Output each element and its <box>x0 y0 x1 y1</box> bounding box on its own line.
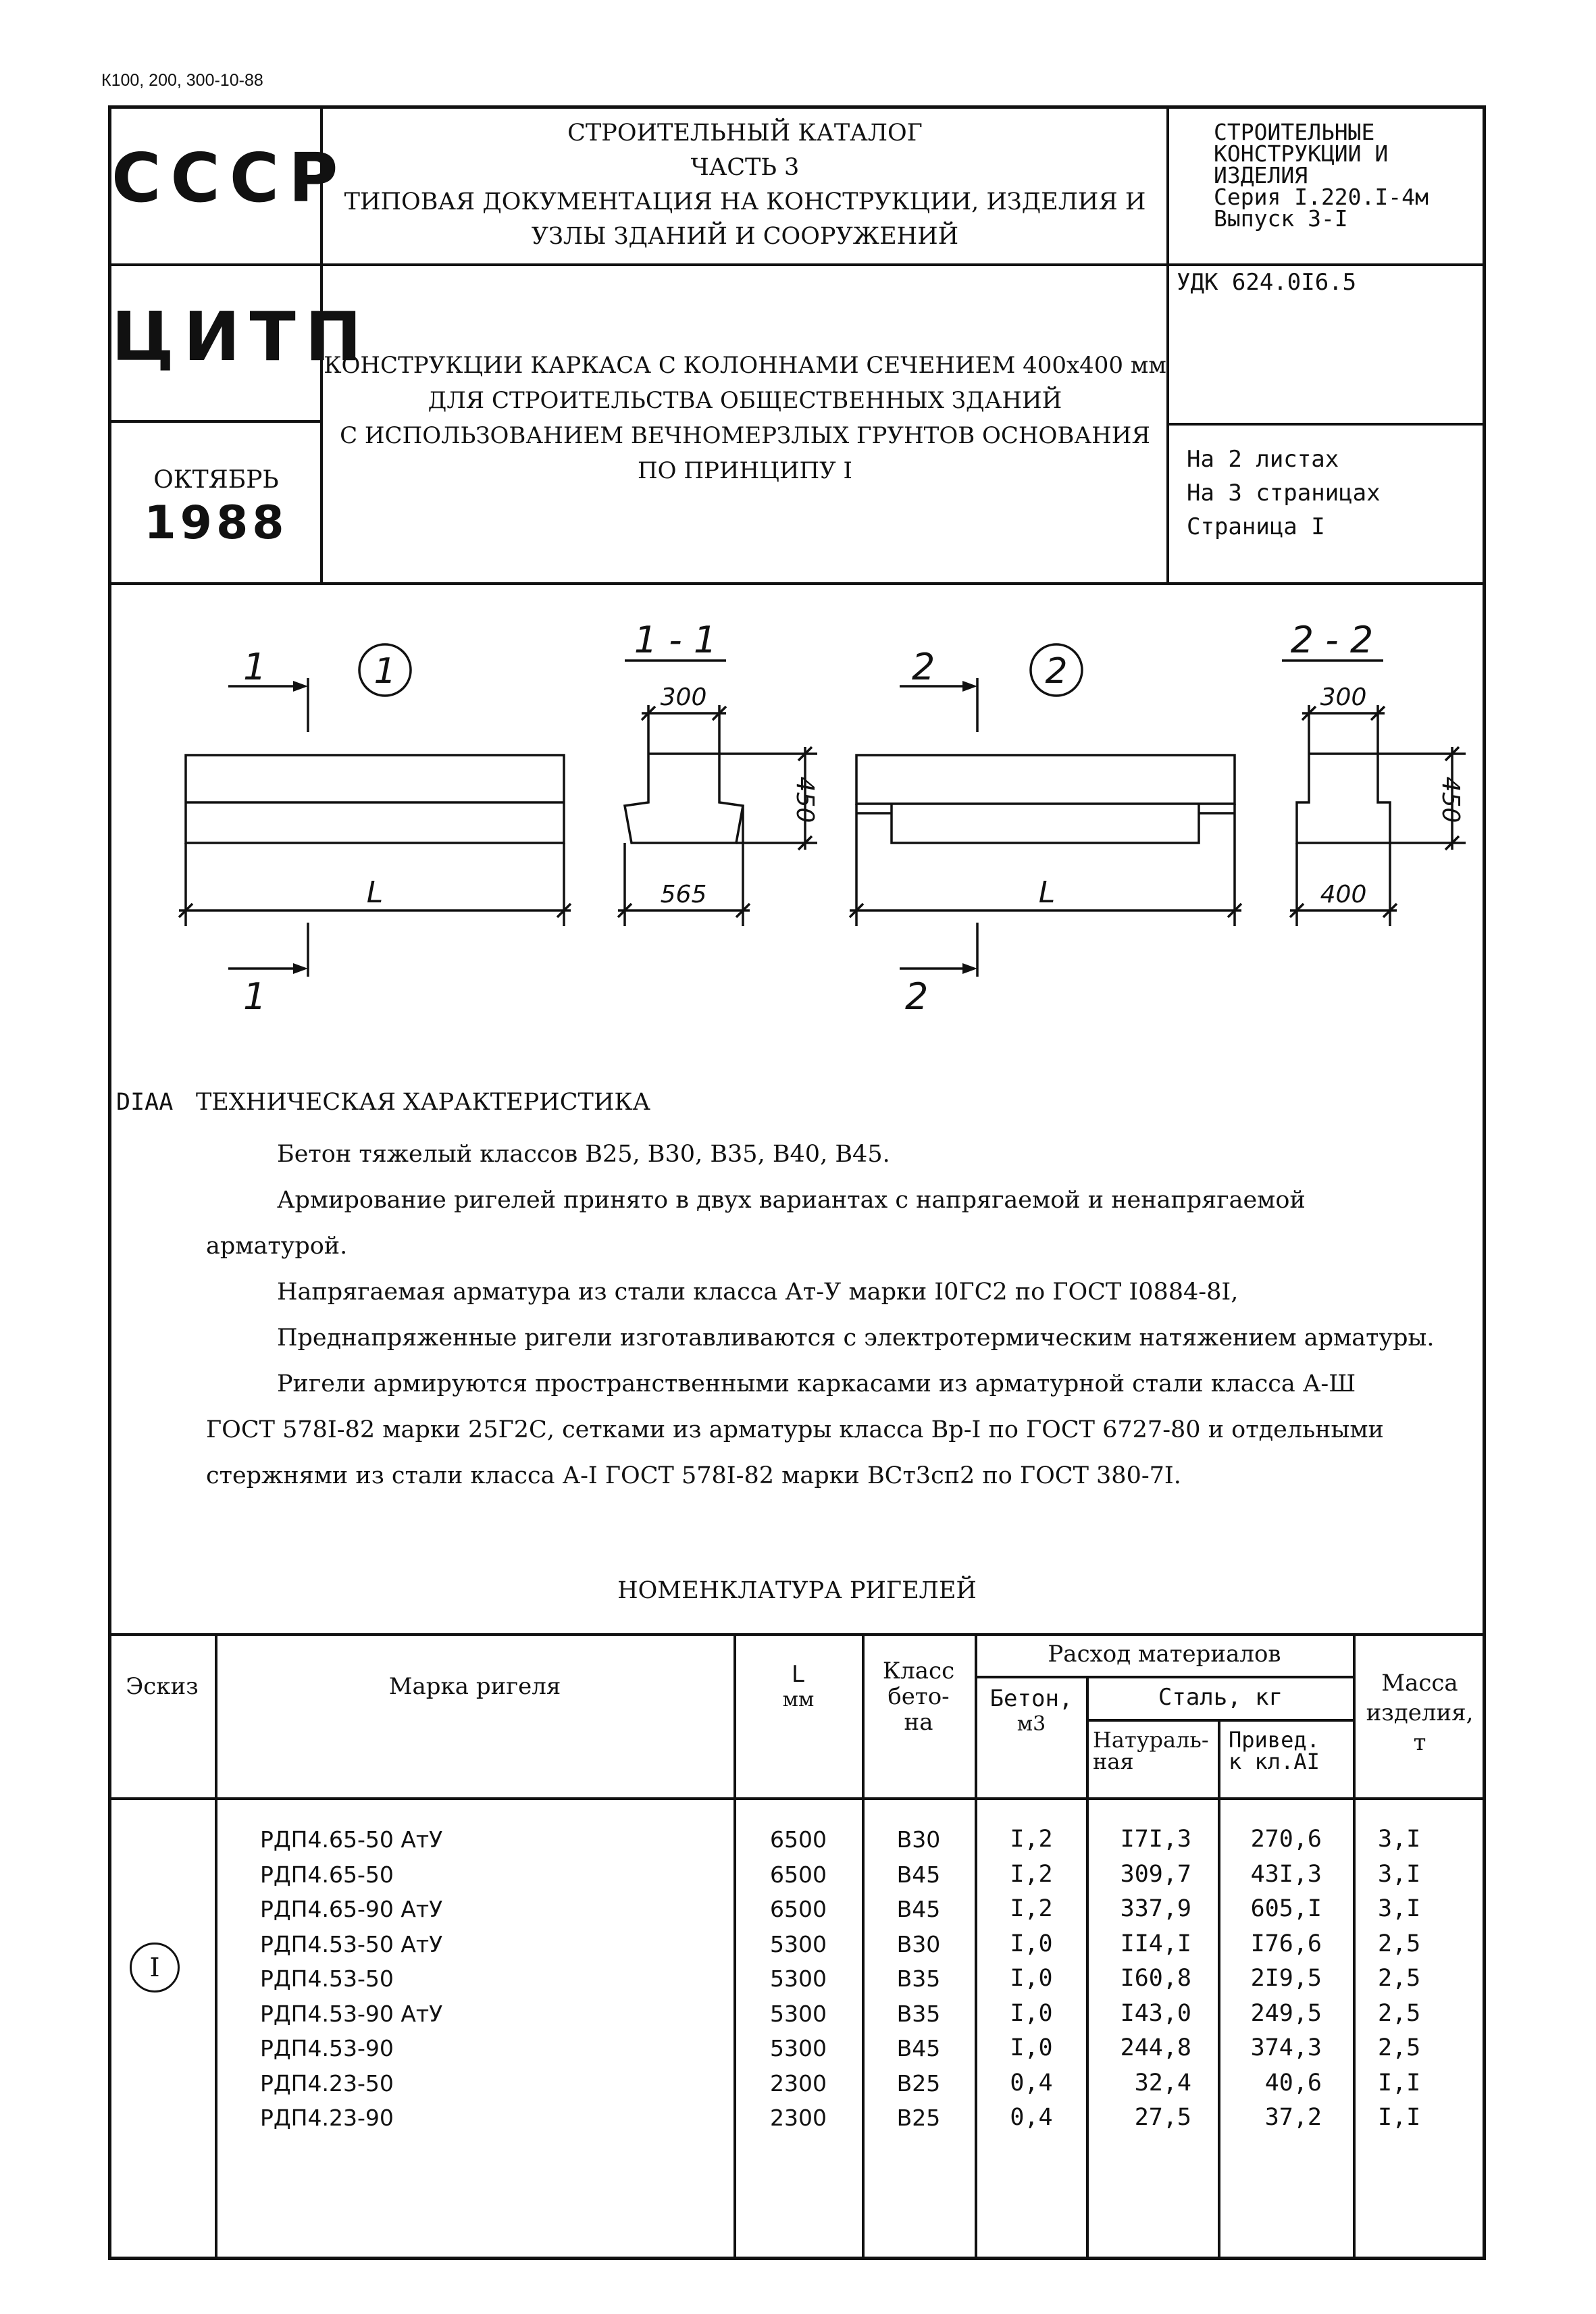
table-cell-mass: 2,5 <box>1378 2034 1421 2061</box>
column-mark <box>260 1822 442 2136</box>
header-natural <box>1089 1729 1221 1772</box>
cut-2-bottom-label: 2 <box>905 975 929 1018</box>
table-cell-L: 5300 <box>770 2000 827 2027</box>
tech-line: Преднапряженные ригели изготавливаются с электротермическим натяжением арматуры. <box>277 1325 1435 1352</box>
section-1-top-width: 300 <box>660 684 707 711</box>
arrow-head <box>293 681 308 692</box>
section-1-height: 450 <box>791 776 819 823</box>
header-steel: Сталь, кг <box>1158 1684 1283 1711</box>
table-cell-red: 249,5 <box>1250 1999 1322 2027</box>
catalog-line: ТИПОВАЯ ДОКУМЕНТАЦИЯ НА КОНСТРУКЦИИ, ИЗДЕЛИЯ И <box>344 188 1146 215</box>
header-line: т <box>1413 1729 1426 1756</box>
table-cell-red: 374,3 <box>1250 2034 1322 2061</box>
table-cell-L: 5300 <box>770 1930 827 1957</box>
series-box <box>1214 119 1484 232</box>
section-2-top-width: 300 <box>1320 684 1367 711</box>
tech-line: ГОСТ 578I-82 марки 25Г2С, сетками из арматуры класса Вр-I по ГОСТ 6727-80 и отдельными <box>206 1416 1384 1443</box>
table-cell-cls: В25 <box>896 2069 941 2097</box>
table-cell-L: 5300 <box>770 2035 827 2061</box>
header-divider <box>108 420 321 423</box>
table-cell-L: 2300 <box>770 2105 827 2131</box>
table-cell-red: I76,6 <box>1250 1930 1322 1957</box>
header-mark: Марка ригеля <box>388 1673 561 1700</box>
tech-line: арматурой. <box>206 1233 348 1260</box>
header-sketch: Эскиз <box>126 1673 199 1700</box>
tech-heading <box>116 1089 650 1116</box>
document-title <box>323 348 1167 488</box>
beam-2-lower-part <box>892 804 1199 843</box>
header-mass <box>1356 1668 1484 1757</box>
table-cell-L: 6500 <box>770 1896 827 1922</box>
stamp-org: ЦИТП <box>111 297 371 376</box>
table-cell-mass: I,I <box>1378 2104 1421 2131</box>
document-code: К100, 200, 300-10-88 <box>101 71 263 90</box>
catalog-line: УЗЛЫ ЗДАНИЙ И СООРУЖЕНИЙ <box>531 223 959 250</box>
table-cell-nat: 244,8 <box>1120 2034 1191 2061</box>
header-line: Привед. <box>1229 1727 1320 1753</box>
header-concrete-class <box>865 1658 973 1735</box>
header-divider <box>108 263 1168 266</box>
series-line: Выпуск 3-I <box>1214 205 1348 232</box>
udk-code: УДК 624.0I6.5 <box>1177 269 1357 296</box>
table-cell-concrete: I,2 <box>1010 1860 1053 1888</box>
sketch-mark: I <box>130 1943 180 1992</box>
table-cell-mark: РДП4.53-90 АтУ <box>260 2000 443 2027</box>
tech-line: стержнями из стали класса А-I ГОСТ 578I-82 марки ВСт3сп2 по ГОСТ 380-7I. <box>206 1462 1181 1489</box>
table-cell-concrete: 0,4 <box>1010 2069 1053 2097</box>
table-cell-mass: 2,5 <box>1378 1965 1421 1992</box>
pages-count: На 3 страницах <box>1187 480 1381 507</box>
table-border-top <box>108 1633 1486 1636</box>
beam-2-elevation <box>856 755 1235 804</box>
header-reduced <box>1220 1729 1360 1772</box>
column-class <box>865 1822 973 2136</box>
pages-info <box>1187 442 1381 544</box>
cut-2-top-label: 2 <box>912 646 935 688</box>
tech-line: Армирование ригелей принято в двух вариантах с напрягаемой и ненапрягаемой <box>277 1187 1306 1214</box>
cut-1-bottom-label: 1 <box>243 975 267 1018</box>
table-cell-red: 40,6 <box>1264 2069 1322 2097</box>
beam-1-elevation <box>186 755 564 843</box>
tech-prefix: DIAA <box>116 1089 174 1116</box>
table-title: НОМЕНКЛАТУРА РИГЕЛЕЙ <box>617 1577 977 1604</box>
tech-heading-text: ТЕХНИЧЕСКАЯ ХАРАКТЕРИСТИКА <box>195 1089 650 1116</box>
table-cell-mark: РДП4.53-50 <box>260 1965 394 1992</box>
header-line: изделия, <box>1366 1699 1474 1726</box>
table-cell-nat: I60,8 <box>1120 1965 1191 1992</box>
column-reduced <box>1220 1822 1322 2136</box>
header-line: Масса <box>1381 1670 1458 1697</box>
title-line: ДЛЯ СТРОИТЕЛЬСТВА ОБЩЕСТВЕННЫХ ЗДАНИЙ <box>428 387 1062 414</box>
table-cell-L: 2300 <box>770 2069 827 2097</box>
catalog-heading <box>323 116 1167 254</box>
table-cell-mass: 3,I <box>1378 1895 1421 1922</box>
header-line: Класс <box>882 1657 955 1685</box>
header-length-unit: мм <box>782 1688 815 1712</box>
table-cell-concrete: I,2 <box>1010 1826 1053 1853</box>
table-cell-mark: РДП4.23-90 <box>260 2105 394 2131</box>
beam-1-length-label: L <box>366 875 384 910</box>
table-cell-red: 2I9,5 <box>1250 1965 1322 1992</box>
table-cell-mass: 3,I <box>1378 1826 1421 1853</box>
tech-line: Бетон тяжелый классов В25, В30, В35, В40, В45. <box>277 1141 890 1168</box>
column-natural <box>1089 1822 1191 2136</box>
stamp-month: ОКТЯБРЬ <box>153 466 279 494</box>
table-col-line <box>215 1633 217 2260</box>
table-cell-red: 37,2 <box>1264 2104 1322 2131</box>
header-length <box>736 1662 860 1713</box>
arrow-head <box>293 963 308 974</box>
header-line: м3 <box>1016 1712 1046 1736</box>
mark-1-label: 1 <box>374 651 396 692</box>
column-length <box>736 1822 860 2136</box>
title-line: ПО ПРИНЦИПУ I <box>638 457 852 484</box>
table-subheader-line <box>975 1676 1354 1678</box>
column-concrete <box>977 1822 1085 2136</box>
table-cell-nat: II4,I <box>1120 1930 1191 1957</box>
table-cell-cls: В30 <box>896 1826 941 1853</box>
tech-line: Ригели армируются пространственными каркасами из арматурной стали класса А-Ш <box>277 1370 1356 1397</box>
table-cell-red: 43I,3 <box>1250 1860 1322 1888</box>
table-cell-mark: РДП4.65-90 АтУ <box>260 1896 443 1922</box>
table-cell-nat: I7I,3 <box>1120 1826 1191 1853</box>
table-cell-L: 6500 <box>770 1826 827 1853</box>
section-2-profile <box>1297 754 1390 843</box>
table-cell-mass: 3,I <box>1378 1860 1421 1888</box>
catalog-line: СТРОИТЕЛЬНЫЙ КАТАЛОГ <box>567 120 923 147</box>
catalog-line: ЧАСТЬ 3 <box>690 154 800 181</box>
table-cell-L: 5300 <box>770 1965 827 1992</box>
table-cell-nat: 27,5 <box>1134 2104 1191 2131</box>
section-2-bottom-width: 400 <box>1320 881 1367 908</box>
table-cell-concrete: I,0 <box>1010 1999 1053 2027</box>
header-line: бето- <box>887 1683 950 1710</box>
arrow-head <box>962 963 977 974</box>
cut-1-top-label: 1 <box>243 646 267 688</box>
table-cell-nat: 32,4 <box>1134 2069 1191 2097</box>
column-mass <box>1378 1822 1459 2136</box>
table-cell-mark: РДП4.65-50 АтУ <box>260 1826 443 1853</box>
section-1-bottom-width: 565 <box>660 881 707 908</box>
table-cell-concrete: I,0 <box>1010 1930 1053 1957</box>
tech-paragraphs <box>206 1131 1476 1499</box>
table-cell-mark: РДП4.53-90 <box>260 2035 394 2061</box>
header-concrete <box>977 1686 1085 1737</box>
series-line: КОНСТРУКЦИИ И <box>1214 140 1389 167</box>
table-cell-red: 605,I <box>1250 1895 1322 1922</box>
table-cell-cls: В35 <box>896 1965 941 1992</box>
table-header-bottom <box>108 1797 1486 1800</box>
section-2-height: 450 <box>1437 776 1464 823</box>
table-cell-red: 270,6 <box>1250 1826 1322 1853</box>
section-1-title: 1 - 1 <box>634 619 717 661</box>
table-cell-cls: В30 <box>896 1930 941 1957</box>
table-cell-mark: РДП4.53-50 АтУ <box>260 1930 443 1957</box>
arrow-head <box>962 681 977 692</box>
beam-drawing <box>108 585 1486 1031</box>
section-2-title: 2 - 2 <box>1290 619 1374 661</box>
title-line: КОНСТРУКЦИИ КАРКАСА С КОЛОННАМИ СЕЧЕНИЕМ 400х400 мм <box>324 352 1166 379</box>
stamp-country: СССР <box>111 138 348 217</box>
table-cell-nat: I43,0 <box>1120 1999 1191 2027</box>
table-cell-mark: РДП4.23-50 <box>260 2069 394 2097</box>
table-cell-mark: РДП4.65-50 <box>260 1861 394 1888</box>
table-cell-cls: В45 <box>896 1896 941 1922</box>
table-cell-cls: В25 <box>896 2105 941 2131</box>
table-cell-cls: В45 <box>896 2035 941 2061</box>
mark-2-label: 2 <box>1045 651 1068 692</box>
sheets-count: На 2 листах <box>1187 446 1339 473</box>
page-number: Страница I <box>1187 513 1325 540</box>
tech-line: Напрягаемая арматура из стали класса Ат-У марки I0ГС2 по ГОСТ I0884-8I, <box>277 1279 1239 1306</box>
header-divider <box>1166 423 1486 426</box>
table-cell-concrete: I,0 <box>1010 1965 1053 1992</box>
table-subheader-line <box>1086 1719 1354 1722</box>
series-line: ИЗДЕЛИЯ <box>1214 162 1308 188</box>
header-line: ная <box>1093 1749 1134 1774</box>
header-line: на <box>904 1709 933 1736</box>
table-cell-mass: 2,5 <box>1378 1999 1421 2027</box>
table-cell-nat: 309,7 <box>1120 1860 1191 1888</box>
table-cell-cls: В45 <box>896 1861 941 1888</box>
table-cell-mass: I,I <box>1378 2069 1421 2097</box>
table-cell-L: 6500 <box>770 1861 827 1888</box>
series-line: Серия I.220.I-4м <box>1214 184 1428 210</box>
table-cell-concrete: I,2 <box>1010 1895 1053 1922</box>
section-1-profile <box>625 754 743 843</box>
beam-2-length-label: L <box>1038 875 1056 910</box>
header-line: Бетон, <box>989 1685 1073 1712</box>
header-consumption: Расход материалов <box>1048 1641 1281 1668</box>
stamp-year: 1988 <box>144 496 288 550</box>
table-cell-concrete: 0,4 <box>1010 2104 1053 2131</box>
series-line: СТРОИТЕЛЬНЫЕ <box>1214 119 1375 145</box>
table-cell-cls: В35 <box>896 2000 941 2027</box>
table-cell-nat: 337,9 <box>1120 1895 1191 1922</box>
header-length-symbol: L <box>791 1661 806 1688</box>
table-cell-concrete: I,0 <box>1010 2034 1053 2061</box>
title-line: С ИСПОЛЬЗОВАНИЕМ ВЕЧНОМЕРЗЛЫХ ГРУНТОВ ОСНОВАНИЯ <box>340 422 1150 449</box>
header-line: Натураль- <box>1093 1727 1209 1753</box>
table-cell-mass: 2,5 <box>1378 1930 1421 1957</box>
header-line: к кл.AI <box>1229 1749 1320 1774</box>
